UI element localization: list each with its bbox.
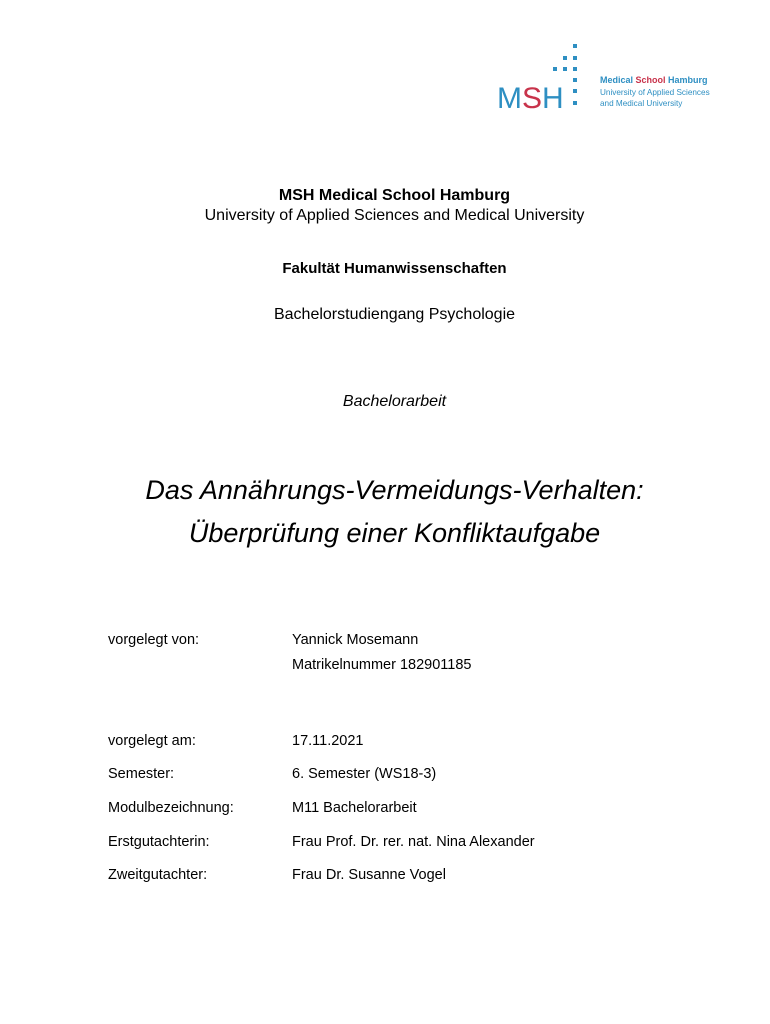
logo-name-part3: Hamburg xyxy=(665,75,708,85)
second-reviewer-label: Zweitgutachter: xyxy=(108,867,208,883)
thesis-type: Bachelorarbeit xyxy=(342,393,447,410)
logo-h-letter: H xyxy=(542,82,564,114)
module-label: Modulbezeichnung: xyxy=(108,800,234,816)
logo-m-letter: M xyxy=(497,82,522,114)
institution-subtitle: University of Applied Sciences and Medical University xyxy=(204,207,585,224)
submitted-by-label: vorgelegt von: xyxy=(108,632,200,648)
module-value: M11 Bachelorarbeit xyxy=(292,800,417,816)
study-program: Bachelorstudiengang Psychologie xyxy=(273,306,516,323)
thesis-title-line2: Überprüfung einer Konfliktaufgabe xyxy=(188,518,601,548)
submitted-on-label: vorgelegt am: xyxy=(108,733,196,749)
faculty: Fakultät Humanwissenschaften xyxy=(282,260,507,277)
logo-tagline-2: and Medical University xyxy=(600,99,683,108)
first-reviewer-label: Erstgutachterin: xyxy=(108,834,210,850)
logo-s-letter: S xyxy=(522,82,543,114)
second-reviewer: Frau Dr. Susanne Vogel xyxy=(292,867,446,883)
thesis-title-line1: Das Annährungs-Vermeidungs-Verhalten: xyxy=(145,475,644,505)
submission-date: 17.11.2021 xyxy=(292,733,364,749)
logo-tagline-1: University of Applied Sciences xyxy=(600,88,710,97)
semester-value: 6. Semester (WS18-3) xyxy=(292,766,437,782)
semester-label: Semester: xyxy=(108,766,175,782)
logo-name-part1: Medical xyxy=(600,75,636,85)
first-reviewer: Frau Prof. Dr. rer. nat. Nina Alexander xyxy=(292,834,535,850)
institution-name: MSH Medical School Hamburg xyxy=(278,187,511,204)
logo-name-part2: School xyxy=(635,75,666,85)
matriculation-number: Matrikelnummer 182901185 xyxy=(292,657,472,673)
author-name: Yannick Mosemann xyxy=(292,632,419,648)
